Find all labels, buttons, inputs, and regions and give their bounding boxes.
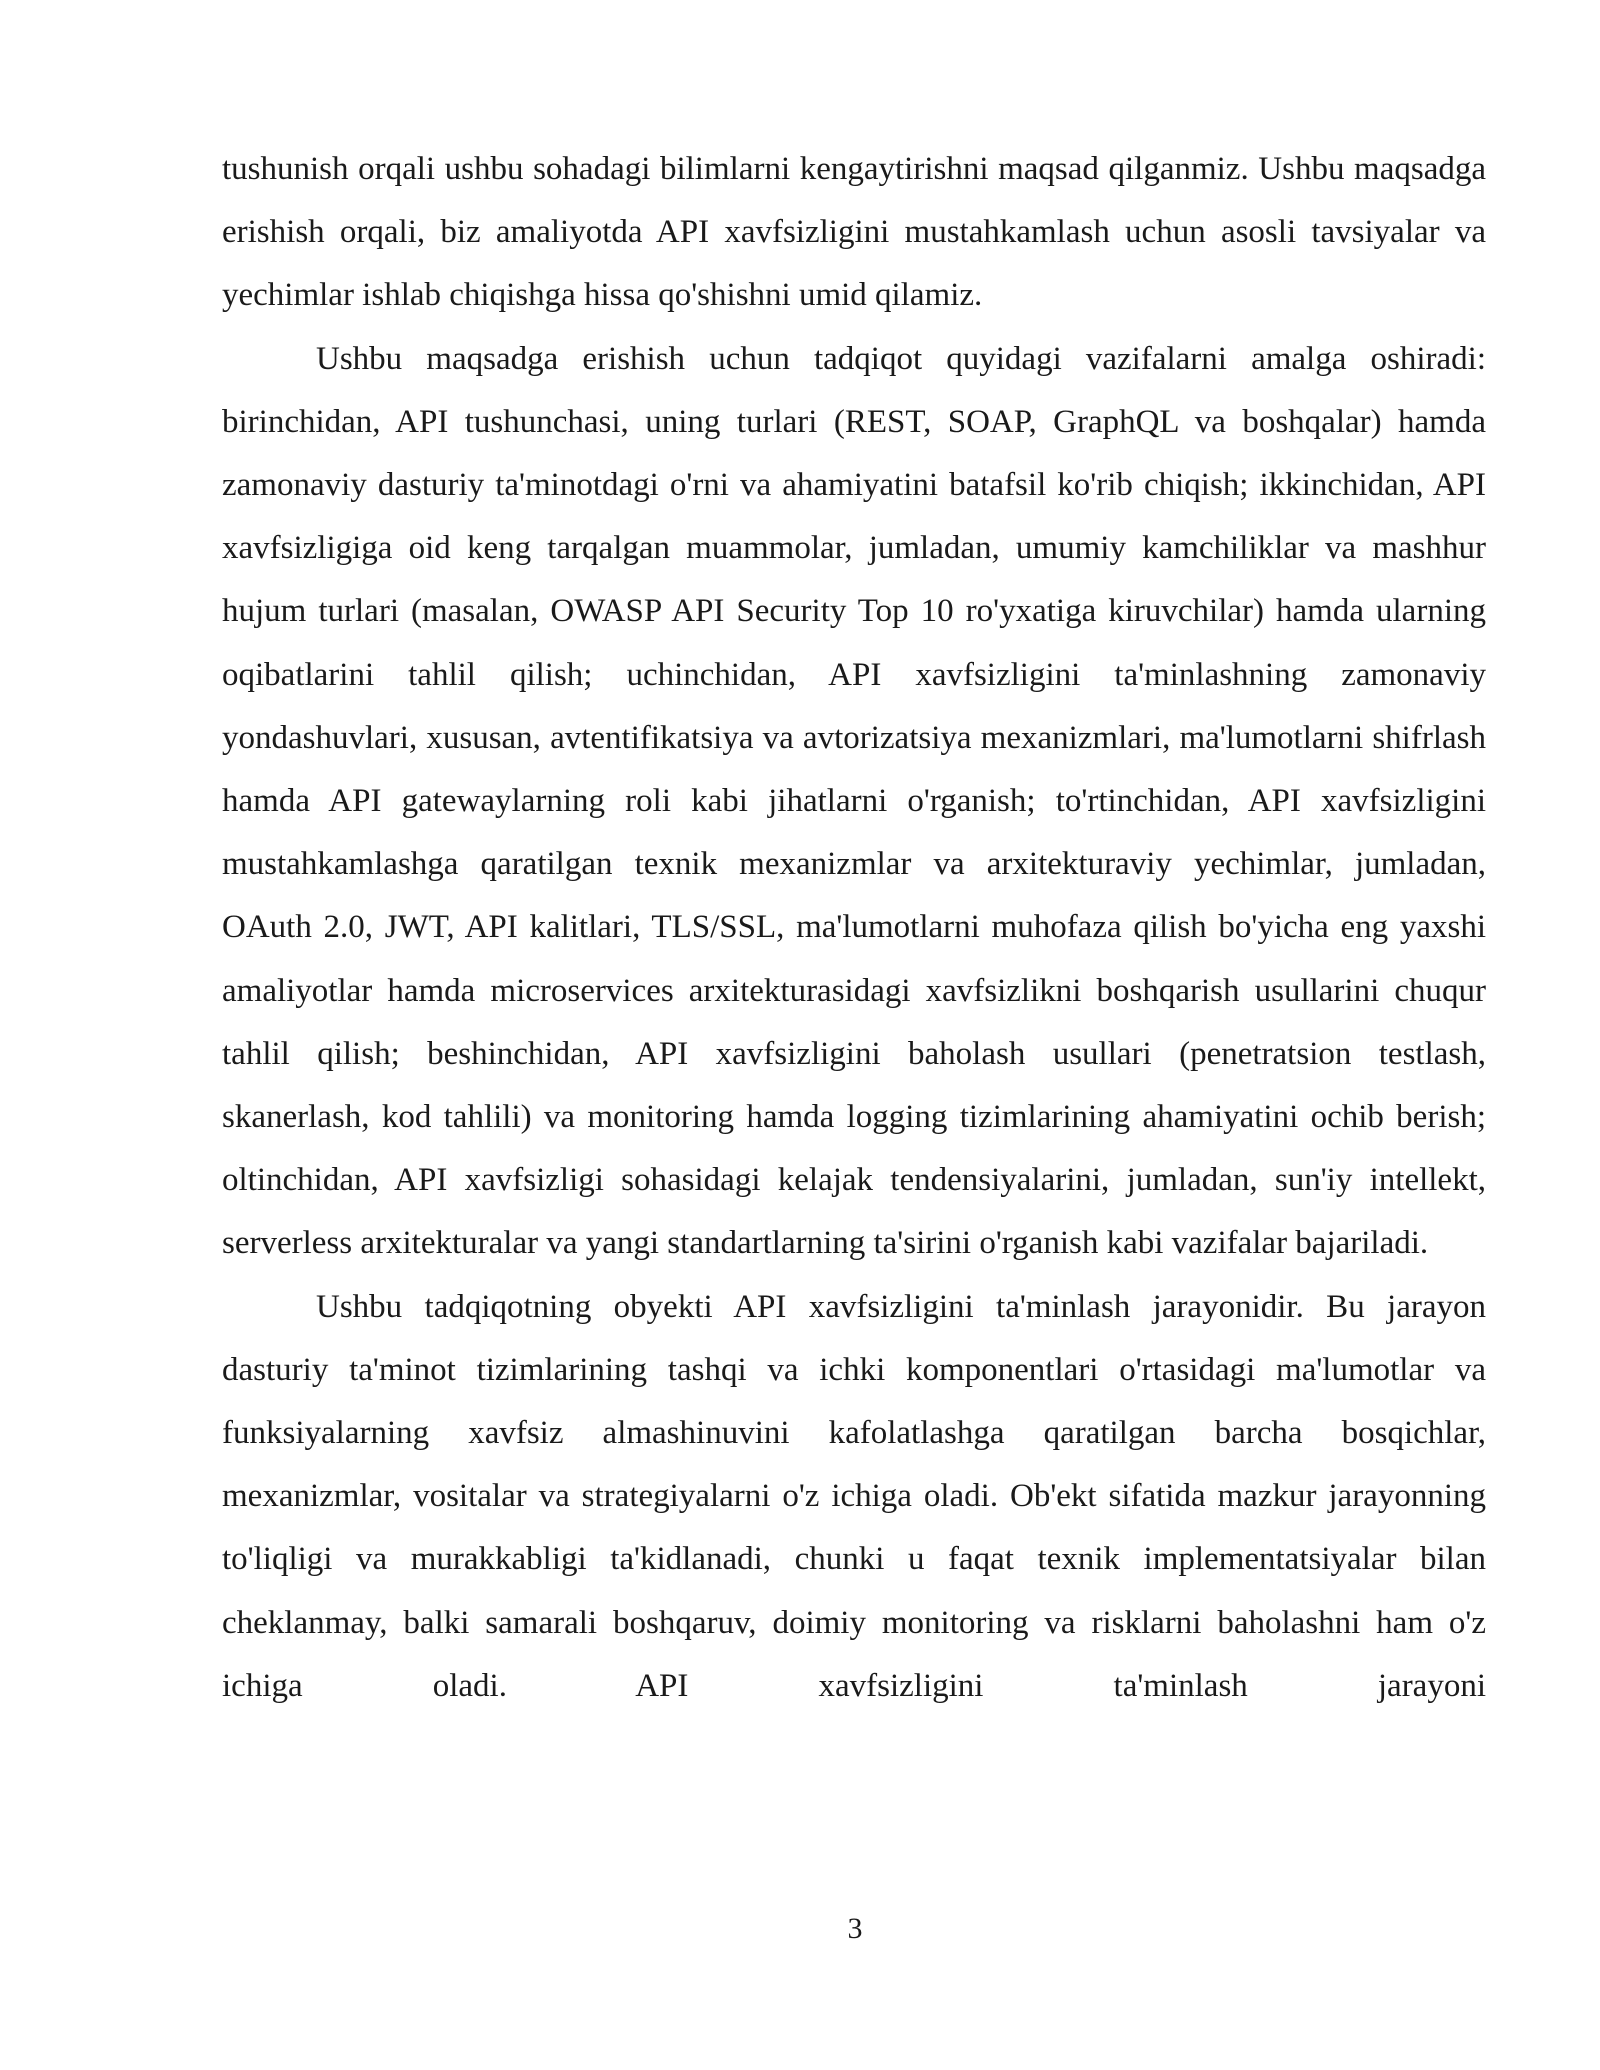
paragraph-research-object: Ushbu tadqiqotning obyekti API xavfsizligini ta'minlash jarayonidir. Bu jarayon dasturiy ta'minot tizimlarining tashqi va ichki komponentlari o'rtasidagi ma'lumotlar va funksiyalarning xavfsiz almashinuvini kafolatlashga qaratilgan barcha bosqichlar, mexanizmlar, vositalar va strategiyalarni o'z ichiga oladi. Ob'ekt sifatida mazkur jarayonning to'liqligi va murakkabligi ta'kidlanadi, chunki u faqat texnik implementatsiyalar bilan cheklanmay, balki samarali boshqaruv, doimiy monitoring va risklarni baholashni ham o'z ichiga oladi. API xavfsizligini ta'minlash jarayoni xyxy=(222,1288,1486,1704)
paragraph-continued: tushunish orqali ushbu sohadagi bilimlarni kengaytirishni maqsad qilganmiz. Ushbu maqsadga erishish orqali, biz amaliyotda API xavfsizligini mustahkamlash uchun asosli tavsiyalar va yechimlar ishlab chiqishga hissa qo'shishni umid qilamiz. xyxy=(222,151,1486,314)
page-number: 3 xyxy=(847,1912,863,1945)
body-text xyxy=(222,138,1486,1718)
paragraph-tasks: Ushbu maqsadga erishish uchun tadqiqot quyidagi vazifalarni amalga oshiradi: birinchidan, API tushunchasi, uning turlari (REST, SOAP, GraphQL va boshqalar) hamda zamonaviy dasturiy ta'minotdagi o'rni va ahamiyatini batafsil ko'rib chiqish; ikkinchidan, API xavfsizligiga oid keng tarqalgan muammolar, jumladan, umumiy kamchiliklar va mashhur hujum turlari (masalan, OWASP API Security Top 10 ro'yxatiga kiruvchilar) hamda ularning oqibatlarini tahlil qilish; uchinchidan, API xavfsizligini ta'minlashning zamonaviy yondashuvlari, xususan, avtentifikatsiya va avtorizatsiya mexanizmlari, ma'lumotlarni shifrlash hamda API gatewaylarning roli kabi jihatlarni o'rganish; to'rtinchidan, API xavfsizligini mustahkamlashga qaratilgan texnik mexanizmlar va arxitekturaviy yechimlar, jumladan, OAuth 2.0, JWT, API kalitlari, TLS/SSL, ma'lumotlarni muhofaza qilish bo'yicha eng yaxshi amaliyotlar hamda microservices arxitekturasidagi xavfsizlikni boshqarish usullarini chuqur tahlil qilish; beshinchidan, API xavfsizligini baholash usullari (penetratsion testlash, skanerlash, kod tahlili) va monitoring hamda logging tizimlarining ahamiyatini ochib berish; oltinchidan, API xavfsizligi sohasidagi kelajak tendensiyalarini, jumladan, sun'iy intellekt, serverless arxitekturalar va yangi standartlarning ta'sirini o'rganish kabi vazifalar bajariladi. xyxy=(222,340,1486,1262)
